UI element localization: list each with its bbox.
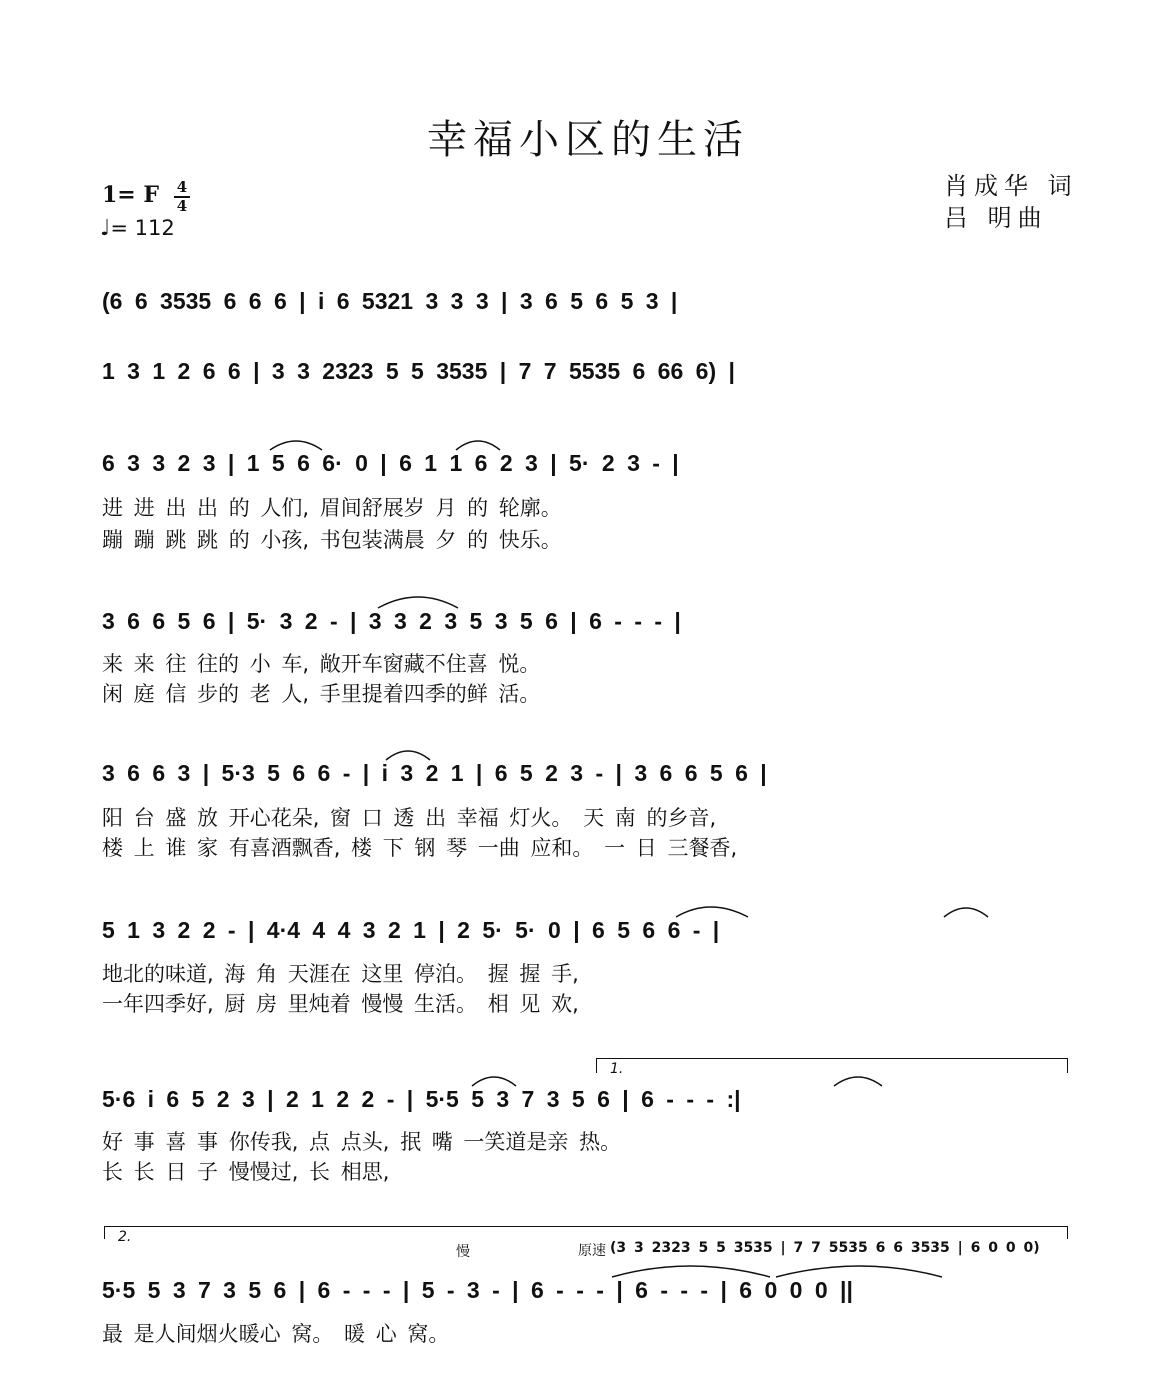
notation-line-2: 1 3 1 2 6 6 | 3 3 2323 5 5 3535 | 7 7 5535 6 66 6) | — [102, 358, 735, 384]
lyric-line-7-verse-2: 长 长 日 子 慢慢过, 长 相思, — [102, 1160, 390, 1184]
second-ending-label: 2. — [118, 1229, 132, 1245]
slur-mark — [270, 441, 322, 450]
instrumental-cue: (3 3 2323 5 5 3535 | 7 7 5535 6 6 3535 | 6 0 0 0) — [610, 1240, 1040, 1256]
lyric-line-3-verse-1: 进 进 出 出 的 人们, 眉间舒展岁 月 的 轮廓。 — [102, 496, 562, 520]
notation-line-5: 3 6 6 3 | 5·3 5 6 6 - | i 3 2 1 | 6 5 2 3 - | 3 6 6 5 6 | — [102, 760, 767, 786]
lyric-line-6-verse-1: 地北的味道, 海 角 天涯在 这里 停泊。 握 握 手, — [102, 962, 579, 986]
tempo-slow-mark: 慢 — [456, 1244, 470, 1260]
lyric-line-3-verse-2: 蹦 蹦 跳 跳 的 小孩, 书包装满晨 夕 的 快乐。 — [102, 528, 562, 552]
time-signature-denominator: 4 — [176, 197, 188, 215]
tempo-value: = 112 — [110, 216, 175, 240]
lyric-line-6-verse-2: 一年四季好, 厨 房 里炖着 慢慢 生活。 相 见 欢, — [102, 992, 579, 1016]
notation-line-1: (6 6 3535 6 6 6 | i 6 5321 3 3 3 | 3 6 5 6 5 3 | — [102, 288, 678, 314]
slur-mark — [378, 597, 458, 608]
song-title: 幸福小区的生活 — [427, 117, 749, 163]
notation-line-4: 3 6 6 5 6 | 5· 3 2 - | 3 3 2 3 5 3 5 6 | 6 - - - | — [102, 608, 681, 634]
lyric-line-4-verse-1: 来 来 往 往的 小 车, 敞开车窗藏不住喜 悦。 — [102, 652, 541, 676]
slur-mark — [676, 907, 748, 917]
time-signature-numerator: 4 — [176, 178, 188, 196]
composer-credit: 吕 明曲 — [944, 204, 1048, 232]
lyricist-credit: 肖成华 词 — [944, 172, 1078, 200]
lyric-line-4-verse-2: 闲 庭 信 步的 老 人, 手里提着四季的鲜 活。 — [102, 682, 541, 706]
notation-line-3: 6 3 3 2 3 | 1 5 6 6· 0 | 6 1 1 6 2 3 | 5· 2 3 - | — [102, 450, 679, 476]
notation-line-7: 5·6 i 6 5 2 3 | 2 1 2 2 - | 5·5 5 3 7 3 5 6 | 6 - - - :| — [102, 1086, 741, 1112]
slur-mark — [472, 1077, 516, 1086]
notation-line-6: 5 1 3 2 2 - | 4·4 4 4 3 2 1 | 2 5· 5· 0 | 6 5 6 6 - | — [102, 917, 720, 943]
notation-line-8: 5·5 5 3 7 3 5 6 | 6 - - - | 5 - 3 - | 6 - - - | 6 - - - | 6 0 0 0 || — [102, 1277, 853, 1303]
lyric-line-5-verse-1: 阳 台 盛 放 开心花朵, 窗 口 透 出 幸福 灯火。 天 南 的乡音, — [102, 806, 717, 830]
slur-mark — [386, 751, 430, 760]
tempo-original-mark: 原速 — [578, 1243, 606, 1259]
lyric-line-8-verse-1: 最 是人间烟火暖心 窝。 暖 心 窝。 — [102, 1322, 450, 1346]
slur-mark — [612, 1266, 770, 1277]
slur-mark — [834, 1077, 882, 1086]
slur-mark — [776, 1266, 942, 1277]
slur-mark — [456, 441, 500, 450]
quarter-note-icon: ♩ — [100, 216, 111, 241]
lyric-line-5-verse-2: 楼 上 谁 家 有喜酒飘香, 楼 下 钢 琴 一曲 应和。 一 日 三餐香, — [102, 836, 738, 860]
first-ending-label: 1. — [610, 1061, 624, 1077]
key-signature: 1= F — [102, 182, 160, 208]
lyric-line-7-verse-1: 好 事 喜 事 你传我, 点 点头, 抿 嘴 一笑道是亲 热。 — [102, 1130, 622, 1154]
slur-mark — [944, 908, 988, 917]
